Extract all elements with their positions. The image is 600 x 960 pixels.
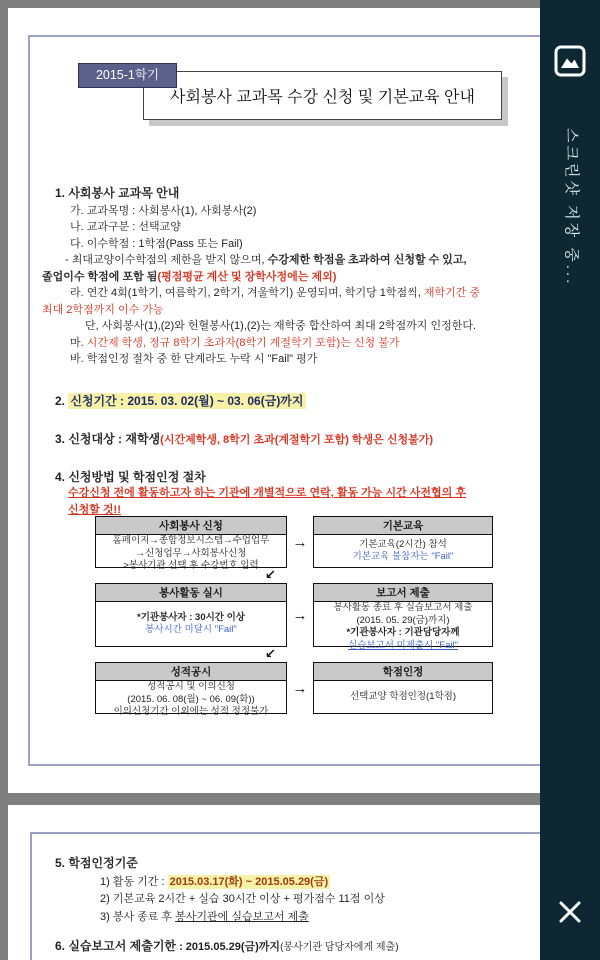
diagonal-arrow-icon: ↙ <box>265 567 276 582</box>
close-icon[interactable] <box>556 898 584 926</box>
document-page-2 <box>8 805 540 960</box>
right-arrow-icon: → <box>292 679 308 697</box>
flow-box-credit <box>313 662 493 714</box>
flow-box-body <box>96 602 286 646</box>
text-line: 3. 신청대상 : 재학생(시간제학생, 8학기 초과(계절학기 포함) 학생은 신청불가) <box>55 432 434 446</box>
text-line: 1. 사회봉사 교과목 안내 <box>55 186 180 200</box>
text-line: - 최대교양이수학점의 제한을 받지 않으며, 수강제한 학점을 초과하여 신청할 수 있고, <box>65 254 467 266</box>
text-line: 가. 교과목명 : 사회봉사(1), 사회봉사(2) <box>70 204 257 217</box>
flow-box-header: 봉사활동 실시 <box>96 584 286 602</box>
text-line: 나. 교과구분 : 선택교양 <box>70 221 181 233</box>
right-arrow-icon: → <box>292 606 308 624</box>
flow-box-apply <box>95 516 287 571</box>
flow-box-body <box>314 602 492 652</box>
flow-box-body <box>96 681 286 719</box>
text-line: 4. 신청방법 및 학점인정 절차 <box>55 470 206 484</box>
warning-text <box>42 485 538 519</box>
flow-box-line: (2015. 05. 29(금)까지) <box>356 614 450 626</box>
flow-box-body <box>96 535 286 573</box>
image-icon[interactable] <box>553 44 587 78</box>
section-report-deadline <box>42 938 538 957</box>
text-line: 졸업이수 학점에 포함 됨(평점평균 계산 및 장학사정에는 제외) <box>42 270 337 283</box>
section-apply-method-heading <box>42 469 538 487</box>
text-line: 신청할 것!! <box>68 504 121 516</box>
flow-box-line: 실습보고서 미제출시 "Fail" <box>348 639 458 651</box>
flow-box-header: 사회봉사 신청 <box>96 517 286 535</box>
screenshot-sidebar <box>540 0 600 960</box>
flow-box-grade-post <box>95 662 287 717</box>
text-line: 다. 이수학점 : 1학점(Pass 또는 Fail) <box>70 237 243 250</box>
flow-box-header: 기본교육 <box>314 517 492 535</box>
flow-box-line: 이의신청기간 이외에는 성적 정정불가 <box>113 706 269 717</box>
flow-box-header: 보고서 제출 <box>314 584 492 602</box>
flow-box-header: 성적공시 <box>96 663 286 681</box>
flow-box-line: 성적공시 및 이의신청 <box>147 681 235 692</box>
text-line: 2) 기본교육 2시간 + 실습 30시간 이상 + 평가점수 11점 이상 <box>100 893 385 905</box>
text-line: 라. 연간 4회(1학기, 여름학기, 2학기, 겨울학기) 운영되며, 학기당 1학점씩, 재학기간 중 <box>70 287 481 299</box>
flow-box-line: >봉사기관 선택 후 수강번호 입력 <box>123 560 259 571</box>
text-line: 5. 학점인정기준 <box>55 856 138 870</box>
flow-box-line: *기관봉사자 : 30시간 이상 <box>137 611 245 623</box>
flow-box-activity <box>95 583 287 647</box>
right-arrow-icon: → <box>292 533 308 551</box>
section-apply-target <box>42 431 538 449</box>
text-line: 1) 활동 기간 : 2015.03.17(화) ~ 2015.05.29(금) <box>100 875 329 888</box>
flow-box-body <box>314 681 492 713</box>
flow-box-line: →신청업무→사회봉사신청 <box>135 547 247 559</box>
flow-box-header: 학점인정 <box>314 663 492 681</box>
flow-box-line: 봉사시간 미달시 "Fail" <box>145 624 237 635</box>
semester-badge: 2015-1학기 <box>78 63 177 88</box>
section-apply-period <box>42 393 538 411</box>
section-credit-criteria <box>42 855 538 926</box>
text-line: 수강신청 전에 활동하고자 하는 기관에 개별적으로 연락, 활동 가능 시간 사전협의 후 <box>68 487 466 499</box>
document-title-box <box>143 71 502 120</box>
text-line: 3) 봉사 종료 후 봉사기관에 실습보고서 제출 <box>100 910 309 923</box>
flow-box-report <box>313 583 493 651</box>
flow-box-basic-edu <box>313 516 493 568</box>
screenshot-status-text: 스크린샷 저장 중... <box>563 128 580 287</box>
flow-box-line: 기본교육(2시간) 참석 <box>359 538 447 550</box>
flow-box-body <box>314 535 492 567</box>
text-line: 최대 2학점까지 이수 가능 <box>42 303 164 316</box>
flow-box-line: *기관봉사자 : 기관담당자께 <box>346 627 460 638</box>
flow-box-line: 선택교양 학점인정(1학점) <box>349 690 457 702</box>
flow-box-line: 봉사활동 종료 후 실습보고서 제출 <box>333 602 473 613</box>
text-line: 6. 실습보고서 제출기한 : 2015.05.29(금)까지(봉사기관 담당자에게 제출) <box>55 939 399 953</box>
text-line: 단, 사회봉사(1),(2)와 헌혈봉사(1),(2)는 재학중 합산하여 최대 2학점까지 인정한다. <box>85 320 477 332</box>
document-page-1 <box>8 8 540 793</box>
text-line: 바. 학점인정 절차 중 한 단계라도 누락 시 "Fail" 평가 <box>70 353 318 365</box>
procedure-flowchart <box>95 516 495 717</box>
flow-box-line: (2015. 06. 08(월) ~ 06. 09(화)) <box>127 693 255 705</box>
flow-box-line: 기본교육 불참자는 "Fail" <box>352 551 454 562</box>
text-line: 2. 신청기간 : 2015. 03. 02(월) ~ 03. 06(금)까지 <box>55 394 304 408</box>
document-title: 사회봉사 교과목 수강 신청 및 기본교육 안내 <box>170 89 475 106</box>
diagonal-arrow-icon: ↙ <box>265 646 276 661</box>
text-line: 마. 시간제 학생, 정규 8학기 초과자(8학기 계절학기 포함)는 신청 불가 <box>70 336 400 349</box>
flow-box-line: 홈페이지→종합정보시스템→수업업무 <box>112 535 270 546</box>
section-course-guide <box>42 185 538 368</box>
